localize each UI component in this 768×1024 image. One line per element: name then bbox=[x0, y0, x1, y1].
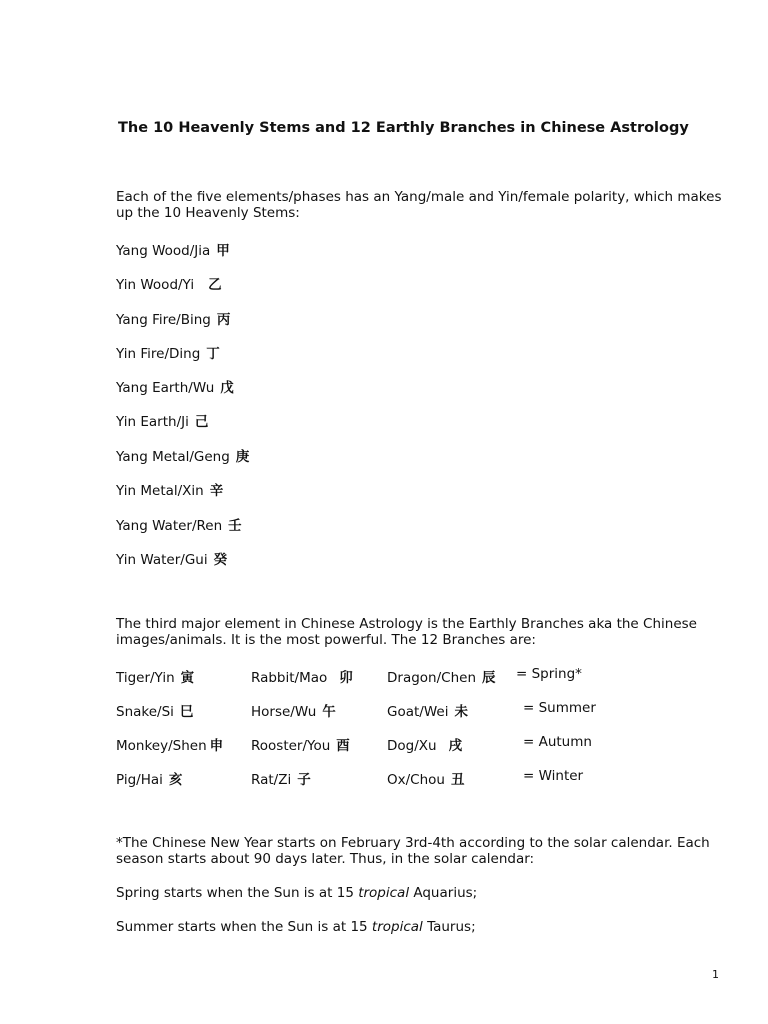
branch-cell bbox=[251, 700, 336, 720]
stem-name: Yang Water/Ren bbox=[116, 518, 223, 534]
stem-character: 丁 bbox=[206, 346, 220, 362]
stem-name: Yang Metal/Geng bbox=[116, 449, 230, 465]
stem-item bbox=[116, 410, 208, 430]
branch-cell bbox=[387, 700, 468, 720]
stem-item bbox=[116, 376, 234, 396]
branches-intro-paragraph: The third major element in Chinese Astrology is the Earthly Branches aka the Chinese images/animals. It is the most powerful. The 12 Branches are: bbox=[116, 616, 697, 648]
branch-character: 申 bbox=[209, 738, 224, 754]
branch-character: 子 bbox=[297, 772, 311, 788]
stem-item bbox=[116, 308, 230, 328]
stem-item bbox=[116, 514, 242, 534]
stem-character: 壬 bbox=[228, 518, 242, 534]
season-label: = Summer bbox=[523, 700, 596, 716]
stem-name: Yang Wood/Jia bbox=[116, 243, 211, 259]
branch-cell bbox=[387, 768, 464, 788]
document-title: The 10 Heavenly Stems and 12 Earthly Branches in Chinese Astrology bbox=[118, 120, 689, 136]
spring-line bbox=[116, 885, 477, 901]
branch-name: Snake/Si bbox=[116, 704, 174, 720]
branch-cell bbox=[251, 666, 353, 686]
stem-item bbox=[116, 548, 227, 568]
summer-line bbox=[116, 919, 476, 935]
branch-cell bbox=[387, 734, 462, 754]
branch-name: Monkey/Shen bbox=[116, 738, 207, 754]
branch-character: 亥 bbox=[168, 772, 183, 788]
stem-character: 乙 bbox=[208, 277, 222, 293]
branch-cell bbox=[387, 666, 496, 686]
stem-item bbox=[116, 445, 249, 465]
branch-character: 午 bbox=[322, 704, 336, 720]
stem-character: 癸 bbox=[213, 552, 228, 568]
stem-character: 甲 bbox=[216, 243, 230, 259]
season-label: = Winter bbox=[523, 768, 584, 784]
stem-name: Yin Fire/Ding bbox=[116, 346, 201, 362]
season-label: = Spring* bbox=[516, 666, 582, 682]
stem-name: Yin Wood/Yi bbox=[116, 277, 195, 293]
branch-name: Goat/Wei bbox=[387, 704, 449, 720]
branch-character: 未 bbox=[454, 704, 468, 720]
summer-text-end: Taurus; bbox=[422, 919, 476, 935]
summer-text: Summer starts when the Sun is at 15 bbox=[116, 919, 372, 935]
spring-text: Spring starts when the Sun is at 15 bbox=[116, 885, 359, 901]
branch-name: Pig/Hai bbox=[116, 772, 163, 788]
branch-character: 酉 bbox=[336, 738, 350, 754]
stem-character: 辛 bbox=[209, 483, 224, 499]
branch-name: Rooster/You bbox=[251, 738, 331, 754]
branch-name: Tiger/Yin bbox=[116, 670, 175, 686]
branch-cell bbox=[116, 700, 193, 720]
season-label: = Autumn bbox=[523, 734, 592, 750]
stem-name: Yin Water/Gui bbox=[116, 552, 208, 568]
stem-item bbox=[116, 479, 223, 499]
stem-item bbox=[116, 273, 222, 293]
summer-italic-text: tropical bbox=[371, 919, 423, 935]
spring-italic-text: tropical bbox=[358, 885, 410, 901]
branch-name: Dog/Xu bbox=[387, 738, 437, 754]
branch-name: Dragon/Chen bbox=[387, 670, 476, 686]
branch-cell bbox=[116, 734, 223, 754]
branch-cell bbox=[116, 666, 194, 686]
stem-character: 戊 bbox=[220, 380, 234, 396]
branch-character: 戌 bbox=[448, 738, 463, 754]
branch-character: 丑 bbox=[450, 772, 465, 788]
intro-paragraph: Each of the five elements/phases has an Yang/male and Yin/female polarity, which makes up the 10 Heavenly Stems: bbox=[116, 189, 722, 221]
branch-cell bbox=[116, 768, 182, 788]
stem-name: Yang Fire/Bing bbox=[116, 312, 211, 328]
branch-name: Rabbit/Mao bbox=[251, 670, 328, 686]
stem-item bbox=[116, 239, 230, 259]
stem-name: Yin Metal/Xin bbox=[116, 483, 204, 499]
branch-cell bbox=[251, 768, 311, 788]
branch-character: 辰 bbox=[482, 670, 496, 686]
branch-character: 巳 bbox=[179, 704, 194, 720]
branch-name: Rat/Zi bbox=[251, 772, 292, 788]
branch-character: 寅 bbox=[180, 670, 195, 686]
stem-character: 己 bbox=[194, 414, 209, 430]
branch-character: 卯 bbox=[339, 670, 353, 686]
branch-cell bbox=[251, 734, 350, 754]
branch-name: Ox/Chou bbox=[387, 772, 445, 788]
spring-text-end: Aquarius; bbox=[409, 885, 478, 901]
stem-name: Yang Earth/Wu bbox=[116, 380, 215, 396]
branch-name: Horse/Wu bbox=[251, 704, 317, 720]
stem-character: 庚 bbox=[235, 449, 250, 465]
page-number: 1 bbox=[712, 968, 719, 981]
stem-item bbox=[116, 342, 220, 362]
stem-character: 丙 bbox=[216, 312, 231, 328]
footnote-paragraph: *The Chinese New Year starts on February 3rd-4th according to the solar calendar. Each season starts about 90 days later. Thus, in the solar calendar: bbox=[116, 835, 710, 867]
stem-name: Yin Earth/Ji bbox=[116, 414, 189, 430]
